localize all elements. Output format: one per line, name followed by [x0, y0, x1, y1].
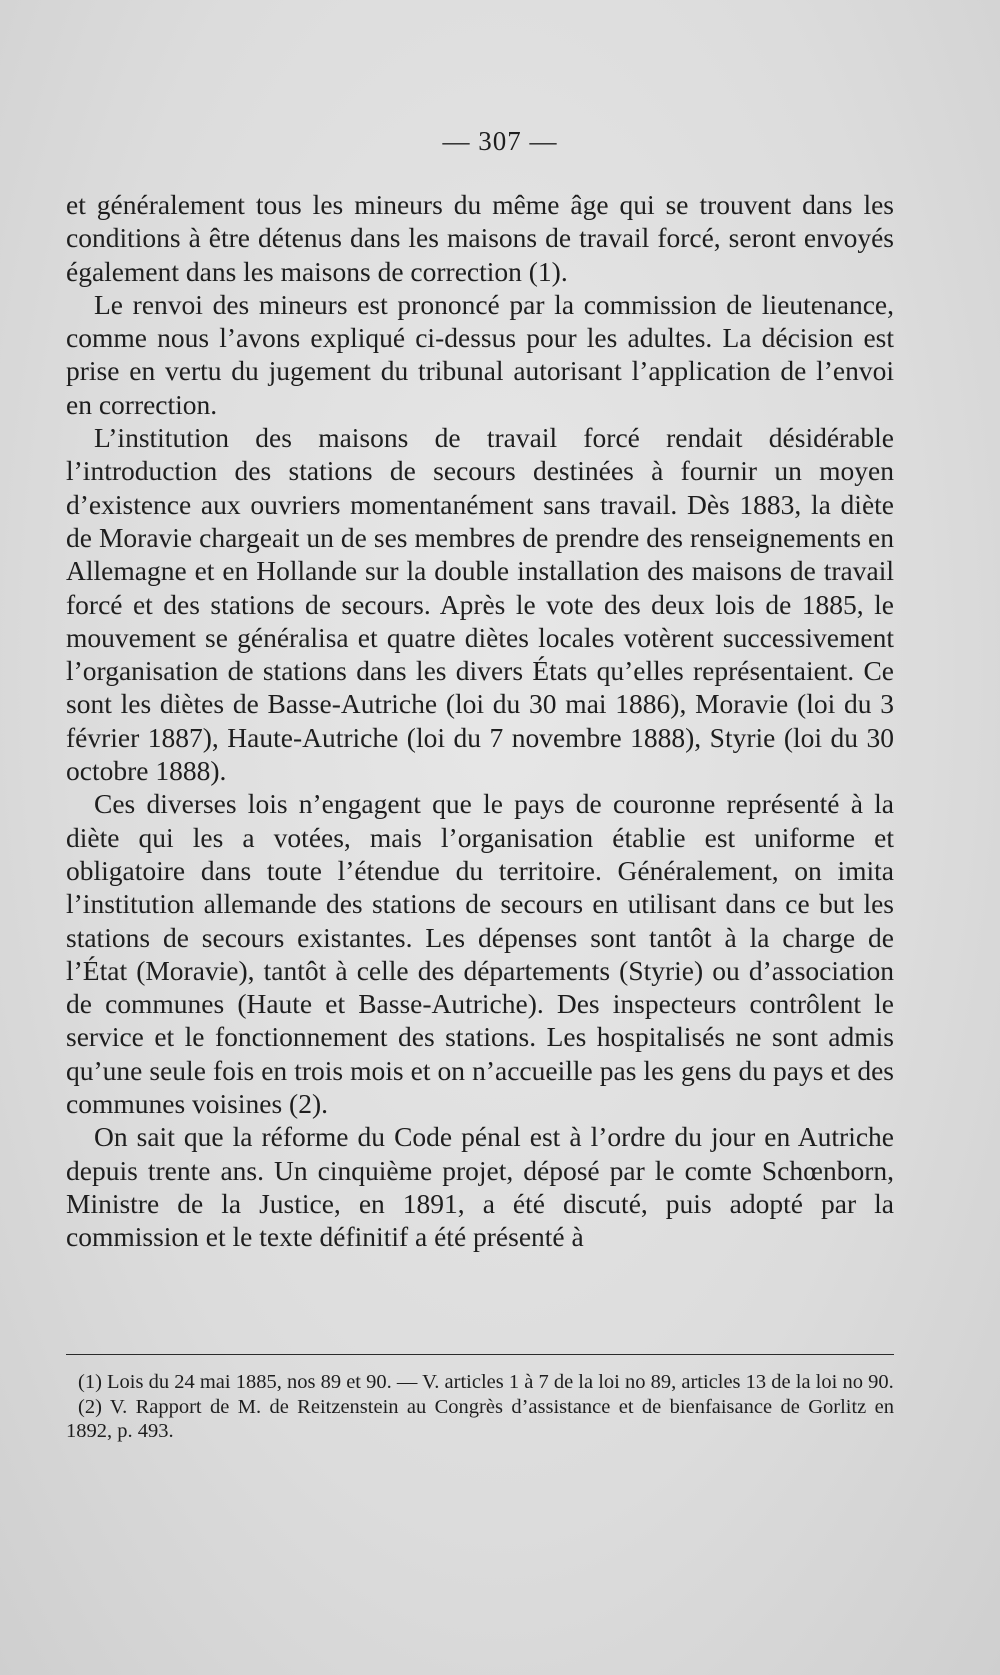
body-text: [66, 188, 894, 1254]
footnote-2: (2) V. Rapport de M. de Reitzenstein au Congrès d’assistance et de bienfaisance de Gorlitz en 1892, p. 493.: [66, 1395, 894, 1442]
footnote-divider: [66, 1354, 894, 1355]
paragraph-5: On sait que la réforme du Code pénal est à l’ordre du jour en Autriche depuis trente ans. Un cinquième projet, déposé par le comte Schœnborn, Ministre de la Justice, en 1891, a été discuté, puis adopté par la commission et le texte définitif a été présenté à: [66, 1121, 894, 1253]
footnotes: [66, 1370, 894, 1444]
paragraph-1: et généralement tous les mineurs du même âge qui se trouvent dans les conditions à être détenus dans les maisons de travail forcé, seront envoyés également dans les maisons de correction (1).: [66, 189, 894, 287]
paragraph-2: Le renvoi des mineurs est prononcé par la commission de lieutenance, comme nous l’avons expliqué ci-dessus pour les adultes. La décision est prise en vertu du jugement du tribunal autorisant l’application de l’envoi en correction.: [66, 288, 894, 420]
page-number: — 307 —: [442, 126, 558, 156]
paragraph-4: Ces diverses lois n’engagent que le pays de couronne représenté à la diète qui les a votées, mais l’organisation établie est uniforme et obligatoire dans toute l’étendue du territoire. Généralement, on imita l’institution allemande des stations de secours en utilisant dans ce but les stations de secours existantes. Les dépenses sont tantôt à la charge de l’État (Moravie), tantôt à celle des départements (Styrie) ou d’association de communes (Haute et Basse-Autriche). Des inspecteurs contrôlent le service et le fonctionnement des stations. Les hospitalisés ne sont admis qu’une seule fois en trois mois et on n’accueille pas les gens du pays et des communes voisines (2).: [66, 788, 894, 1120]
paragraph-3: L’institution des maisons de travail forcé rendait désidérable l’introduction des stations de secours destinées à fournir un moyen d’existence aux ouvriers momentanément sans travail. Dès 1883, la diète de Moravie chargeait un de ses membres de prendre des renseignements en Allemagne et en Hollande sur la double installation des maisons de travail forcé et des stations de secours. Après le vote des deux lois de 1885, le mouvement se généralisa et quatre diètes locales votèrent successivement l’organisation de stations dans les divers États qu’elles représentaient. Ce sont les diètes de Basse-Autriche (loi du 30 mai 1886), Moravie (loi du 3 février 1887), Haute-Autriche (loi du 7 novembre 1888), Styrie (loi du 30 octobre 1888).: [66, 422, 894, 787]
footnote-1: (1) Lois du 24 mai 1885, nos 89 et 90. — V. articles 1 à 7 de la loi no 89, articles 13 de la loi no 90.: [78, 1371, 894, 1393]
